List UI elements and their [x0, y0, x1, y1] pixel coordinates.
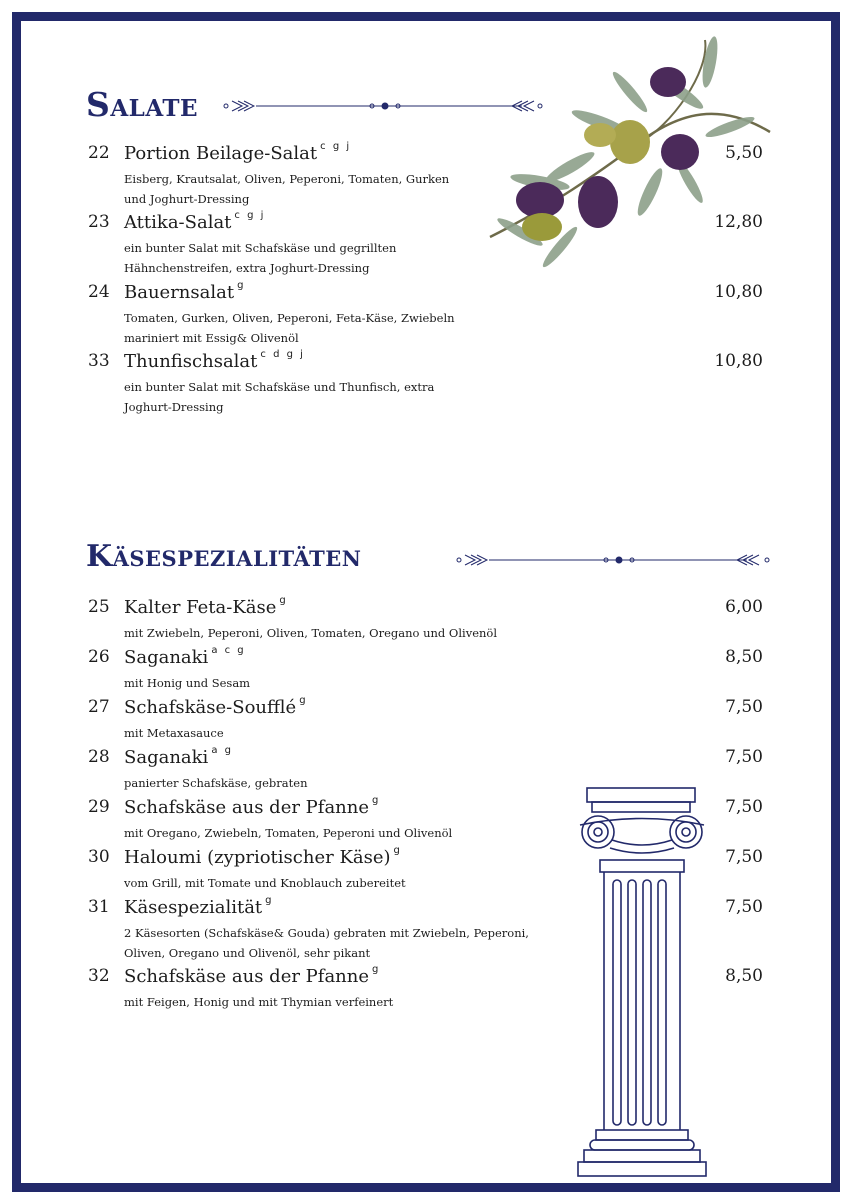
item-price: 7,50	[725, 897, 763, 917]
item-price: 6,00	[725, 597, 763, 617]
item-description: ein bunter Salat mit Schafskäse und Thunfisch, extra Joghurt-Dressing	[124, 380, 435, 414]
item-description: mit Oregano, Zwiebeln, Tomaten, Peperoni und Olivenöl	[124, 826, 453, 840]
item-description: Eisberg, Krautsalat, Oliven, Peperoni, Tomaten, Gurken und Joghurt-Dressing	[124, 172, 450, 206]
item-price: 5,50	[725, 143, 763, 163]
item-number: 26	[88, 647, 110, 667]
item-name: Kalter Feta-Käse	[124, 597, 277, 618]
title-ornament-divider	[222, 98, 562, 114]
item-price: 7,50	[725, 747, 763, 767]
item-description: 2 Käsesorten (Schafskäse& Gouda) gebraten mit Zwiebeln, Peperoni, Oliven, Oregano und Olivenöl, sehr pikant	[124, 926, 529, 960]
item-name: Bauernsalat	[124, 282, 235, 303]
item-allergens: g	[279, 595, 288, 606]
item-name: Saganaki	[124, 647, 209, 668]
item-description: mit Zwiebeln, Peperoni, Oliven, Tomaten, Oregano und Olivenöl	[124, 626, 498, 640]
ionic-column-icon	[570, 780, 715, 1180]
item-name: Käsespezialität	[124, 897, 263, 918]
item-description: Tomaten, Gurken, Oliven, Peperoni, Feta-Käse, Zwiebeln mariniert mit Essig& Olivenöl	[124, 311, 455, 345]
item-number: 33	[88, 351, 110, 371]
item-allergens: g	[393, 845, 402, 856]
item-allergens: c d g j	[260, 349, 305, 360]
section-title-salate: Salate	[86, 85, 199, 124]
item-number: 27	[88, 697, 110, 717]
item-name: Saganaki	[124, 747, 209, 768]
item-number: 31	[88, 897, 110, 917]
item-number: 32	[88, 966, 110, 986]
item-allergens: c g j	[234, 210, 266, 221]
item-number: 30	[88, 847, 110, 867]
item-name: Portion Beilage-Salat	[124, 143, 318, 164]
title-ornament-divider	[455, 552, 785, 568]
item-allergens: g	[299, 695, 308, 706]
item-number: 24	[88, 282, 110, 302]
item-number: 29	[88, 797, 110, 817]
item-price: 10,80	[714, 351, 763, 371]
item-name: Schafskäse aus der Pfanne	[124, 797, 370, 818]
item-description: mit Honig und Sesam	[124, 676, 251, 690]
item-allergens: g	[265, 895, 274, 906]
item-name: Attika-Salat	[124, 212, 232, 233]
item-number: 22	[88, 143, 110, 163]
item-price: 7,50	[725, 847, 763, 867]
item-number: 25	[88, 597, 110, 617]
item-price: 8,50	[725, 647, 763, 667]
item-allergens: a c g	[211, 645, 246, 656]
item-name: Schafskäse-Soufflé	[124, 697, 297, 718]
item-number: 28	[88, 747, 110, 767]
item-price: 7,50	[725, 797, 763, 817]
item-name: Thunfischsalat	[124, 351, 258, 372]
item-allergens: g	[372, 795, 381, 806]
item-allergens: g	[237, 280, 246, 291]
item-allergens: a g	[211, 745, 233, 756]
item-description: mit Feigen, Honig und mit Thymian verfeinert	[124, 995, 394, 1009]
item-allergens: c g j	[320, 141, 352, 152]
item-description: vom Grill, mit Tomate und Knoblauch zubereitet	[124, 876, 406, 890]
item-number: 23	[88, 212, 110, 232]
item-price: 10,80	[714, 282, 763, 302]
item-description: ein bunter Salat mit Schafskäse und gegrillten Hähnchenstreifen, extra Joghurt-Dressing	[124, 241, 397, 275]
item-price: 8,50	[725, 966, 763, 986]
item-price: 12,80	[714, 212, 763, 232]
item-price: 7,50	[725, 697, 763, 717]
section-title-kaesespezialitaeten: Käsespezialitäten	[86, 539, 362, 574]
item-description: panierter Schafskäse, gebraten	[124, 776, 308, 790]
item-description: mit Metaxasauce	[124, 726, 224, 740]
item-name: Schafskäse aus der Pfanne	[124, 966, 370, 987]
item-name: Haloumi (zypriotischer Käse)	[124, 847, 391, 868]
item-allergens: g	[372, 964, 381, 975]
